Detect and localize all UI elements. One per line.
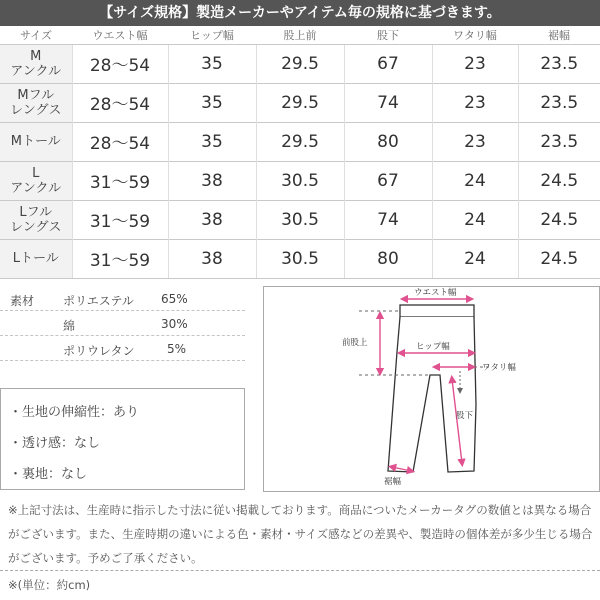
material-row bbox=[0, 286, 245, 311]
hem-value: 24.5 bbox=[518, 239, 600, 278]
header-front-rise: 股上前 bbox=[256, 26, 344, 44]
waist-value: 28〜54 bbox=[72, 44, 168, 83]
rise-value: 30.5 bbox=[256, 200, 344, 239]
table-row bbox=[0, 161, 600, 200]
rise-value: 29.5 bbox=[256, 83, 344, 122]
thigh-value: 24 bbox=[432, 239, 518, 278]
rise-label: 前股上 bbox=[342, 338, 368, 348]
hip-value: 38 bbox=[168, 239, 256, 278]
material-percent: 65% bbox=[161, 292, 188, 306]
inseam-value: 74 bbox=[344, 200, 432, 239]
size-label: Mトール bbox=[0, 122, 72, 161]
rise-value: 29.5 bbox=[256, 122, 344, 161]
stretch-property: ・生地の伸縮性：あり bbox=[9, 405, 140, 420]
material-name: ポリエステル bbox=[63, 294, 134, 308]
hip-value: 38 bbox=[168, 200, 256, 239]
size-label: Lトール bbox=[0, 239, 72, 278]
waist-label: ウエスト幅 bbox=[414, 288, 457, 298]
hip-value: 35 bbox=[168, 83, 256, 122]
material-row bbox=[0, 311, 245, 336]
table-row bbox=[0, 83, 600, 122]
fabric-properties-box bbox=[0, 388, 245, 490]
table-row bbox=[0, 239, 600, 278]
lining-property: ・裏地：なし bbox=[9, 467, 88, 482]
disclaimer-note: ※上記寸法は、生産時に指示した寸法に従い掲載しております。商品についたメーカータグの数値とは異なる場合がございます。また、生産時期の違いによる色・素材・サイズ感などの差異や、製造時の個体差が多少生じる場合がございます。予めご了承ください。 bbox=[8, 503, 593, 565]
pants-outline bbox=[388, 305, 476, 472]
pants-diagram bbox=[264, 287, 600, 493]
divider bbox=[0, 570, 600, 571]
hem-value: 24.5 bbox=[518, 161, 600, 200]
rise-value: 30.5 bbox=[256, 239, 344, 278]
rise-value: 30.5 bbox=[256, 161, 344, 200]
hip-label: ヒップ幅 bbox=[416, 342, 450, 352]
header-hem: 裾幅 bbox=[518, 26, 600, 44]
measurement-diagram bbox=[263, 286, 600, 492]
waist-value: 28〜54 bbox=[72, 122, 168, 161]
inseam-value: 74 bbox=[344, 83, 432, 122]
hip-value: 35 bbox=[168, 44, 256, 83]
size-spec-banner: 【サイズ規格】製造メーカーやアイテム毎の規格に基づきます。 bbox=[0, 0, 600, 26]
material-label: 素材 bbox=[10, 294, 35, 308]
header-size: サイズ bbox=[0, 26, 72, 44]
inseam-label: 股下 bbox=[456, 411, 474, 421]
header-thigh: ワタリ幅 bbox=[432, 26, 518, 44]
table-row bbox=[0, 122, 600, 161]
hip-value: 38 bbox=[168, 161, 256, 200]
thigh-value: 23 bbox=[432, 83, 518, 122]
size-table bbox=[0, 26, 600, 279]
inseam-value: 80 bbox=[344, 239, 432, 278]
inseam-value: 80 bbox=[344, 122, 432, 161]
waist-value: 31〜59 bbox=[72, 200, 168, 239]
material-percent: 5% bbox=[167, 342, 187, 356]
hem-value: 24.5 bbox=[518, 200, 600, 239]
inseam-value: 67 bbox=[344, 44, 432, 83]
header-inseam: 股下 bbox=[344, 26, 432, 44]
size-label: Lフル レングス bbox=[0, 200, 72, 239]
header-hip: ヒップ幅 bbox=[168, 26, 256, 44]
thigh-value: 24 bbox=[432, 200, 518, 239]
size-label: Mフル レングス bbox=[0, 83, 72, 122]
size-table-header-row bbox=[0, 26, 600, 44]
table-row bbox=[0, 200, 600, 239]
hem-label: 裾幅 bbox=[384, 477, 402, 487]
thigh-value: 24 bbox=[432, 161, 518, 200]
unit-note: ※(単位：約cm) bbox=[8, 578, 91, 592]
material-percent: 30% bbox=[161, 317, 188, 331]
waist-value: 31〜59 bbox=[72, 161, 168, 200]
material-section bbox=[0, 286, 245, 361]
table-row bbox=[0, 44, 600, 83]
thigh-label: ワタリ幅 bbox=[482, 363, 516, 373]
hip-value: 35 bbox=[168, 122, 256, 161]
waist-value: 31〜59 bbox=[72, 239, 168, 278]
material-row bbox=[0, 336, 245, 361]
size-label: M アンクル bbox=[0, 44, 72, 83]
inseam-value: 67 bbox=[344, 161, 432, 200]
thigh-value: 23 bbox=[432, 122, 518, 161]
header-waist: ウエスト幅 bbox=[72, 26, 168, 44]
material-name: 綿 bbox=[63, 319, 76, 333]
size-label: L アンクル bbox=[0, 161, 72, 200]
hem-value: 23.5 bbox=[518, 44, 600, 83]
waist-value: 28〜54 bbox=[72, 83, 168, 122]
sheerness-property: ・透け感：なし bbox=[9, 436, 101, 451]
hem-value: 23.5 bbox=[518, 83, 600, 122]
hem-value: 23.5 bbox=[518, 122, 600, 161]
thigh-value: 23 bbox=[432, 44, 518, 83]
rise-value: 29.5 bbox=[256, 44, 344, 83]
material-name: ポリウレタン bbox=[63, 344, 135, 358]
